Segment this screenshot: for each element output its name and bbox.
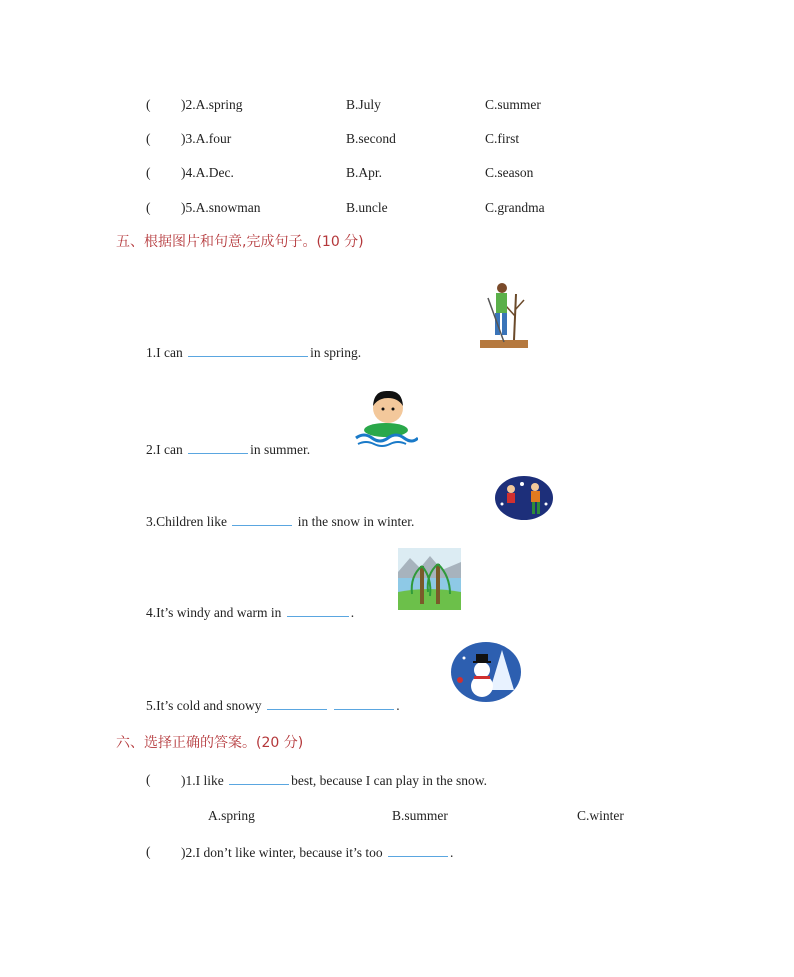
answer-blank[interactable] bbox=[188, 441, 248, 454]
answer-blank[interactable] bbox=[229, 772, 289, 785]
snowball-fight-picture bbox=[494, 474, 554, 524]
option-a: )2.A.spring bbox=[181, 97, 243, 112]
answer-paren: ( bbox=[146, 200, 151, 215]
answer-blank[interactable] bbox=[287, 604, 349, 617]
sentence-text: . bbox=[396, 698, 400, 713]
answer-blank[interactable] bbox=[267, 697, 327, 710]
sentence-text: 4.It’s windy and warm in bbox=[146, 605, 282, 620]
option-c: C.summer bbox=[485, 97, 541, 112]
option-a: A.spring bbox=[208, 808, 255, 823]
spring-willow-picture bbox=[398, 548, 461, 610]
option-b: B.second bbox=[346, 131, 396, 146]
answer-blank[interactable] bbox=[388, 844, 448, 857]
answer-blank[interactable] bbox=[188, 344, 308, 357]
option-c: C.winter bbox=[577, 808, 624, 823]
option-b: B.Apr. bbox=[346, 165, 383, 180]
option-b: B.July bbox=[346, 97, 381, 112]
option-a: )5.A.snowman bbox=[181, 200, 261, 215]
sentence-text: in summer. bbox=[250, 442, 311, 457]
question-text: )2.I don’t like winter, because it’s too bbox=[181, 845, 383, 860]
fill-sentence-4 bbox=[146, 604, 354, 621]
question-text: best, because I can play in the snow. bbox=[291, 773, 488, 788]
answer-paren: ( bbox=[146, 844, 151, 859]
answer-paren: ( bbox=[146, 131, 151, 146]
fill-sentence-1 bbox=[146, 344, 361, 361]
snowman-picture bbox=[450, 640, 522, 704]
option-b: B.uncle bbox=[346, 200, 388, 215]
sentence-text: . bbox=[350, 605, 355, 620]
sentence-text: 5.It’s cold and snowy bbox=[146, 698, 262, 713]
section-5-title: 五、根据图片和句意,完成句子。(10 分) bbox=[116, 234, 364, 250]
question-text: )1.I like bbox=[181, 773, 224, 788]
sentence-text: 1.I can bbox=[146, 345, 183, 360]
option-b: B.summer bbox=[392, 808, 448, 823]
option-a: )3.A.four bbox=[181, 131, 232, 146]
answer-paren: ( bbox=[146, 772, 151, 787]
sentence-text: 3.Children like bbox=[146, 514, 227, 529]
swimming-picture bbox=[354, 386, 418, 448]
planting-tree-picture bbox=[478, 280, 530, 350]
option-a: )4.A.Dec. bbox=[181, 165, 234, 180]
answer-paren: ( bbox=[146, 165, 151, 180]
fill-sentence-3 bbox=[146, 513, 414, 530]
fill-sentence-2 bbox=[146, 441, 310, 458]
sentence-text: in spring. bbox=[310, 345, 362, 360]
option-c: C.season bbox=[485, 165, 534, 180]
question-text: . bbox=[450, 845, 454, 860]
answer-blank[interactable] bbox=[334, 697, 394, 710]
fill-sentence-5 bbox=[146, 697, 400, 714]
sentence-text: 2.I can bbox=[146, 442, 183, 457]
answer-blank[interactable] bbox=[232, 513, 292, 526]
sentence-text: in the snow in winter. bbox=[297, 514, 415, 529]
section-6-title: 六、选择正确的答案。(20 分) bbox=[116, 735, 304, 751]
option-c: C.first bbox=[485, 131, 520, 146]
option-c: C.grandma bbox=[485, 200, 545, 215]
answer-paren: ( bbox=[146, 97, 151, 112]
